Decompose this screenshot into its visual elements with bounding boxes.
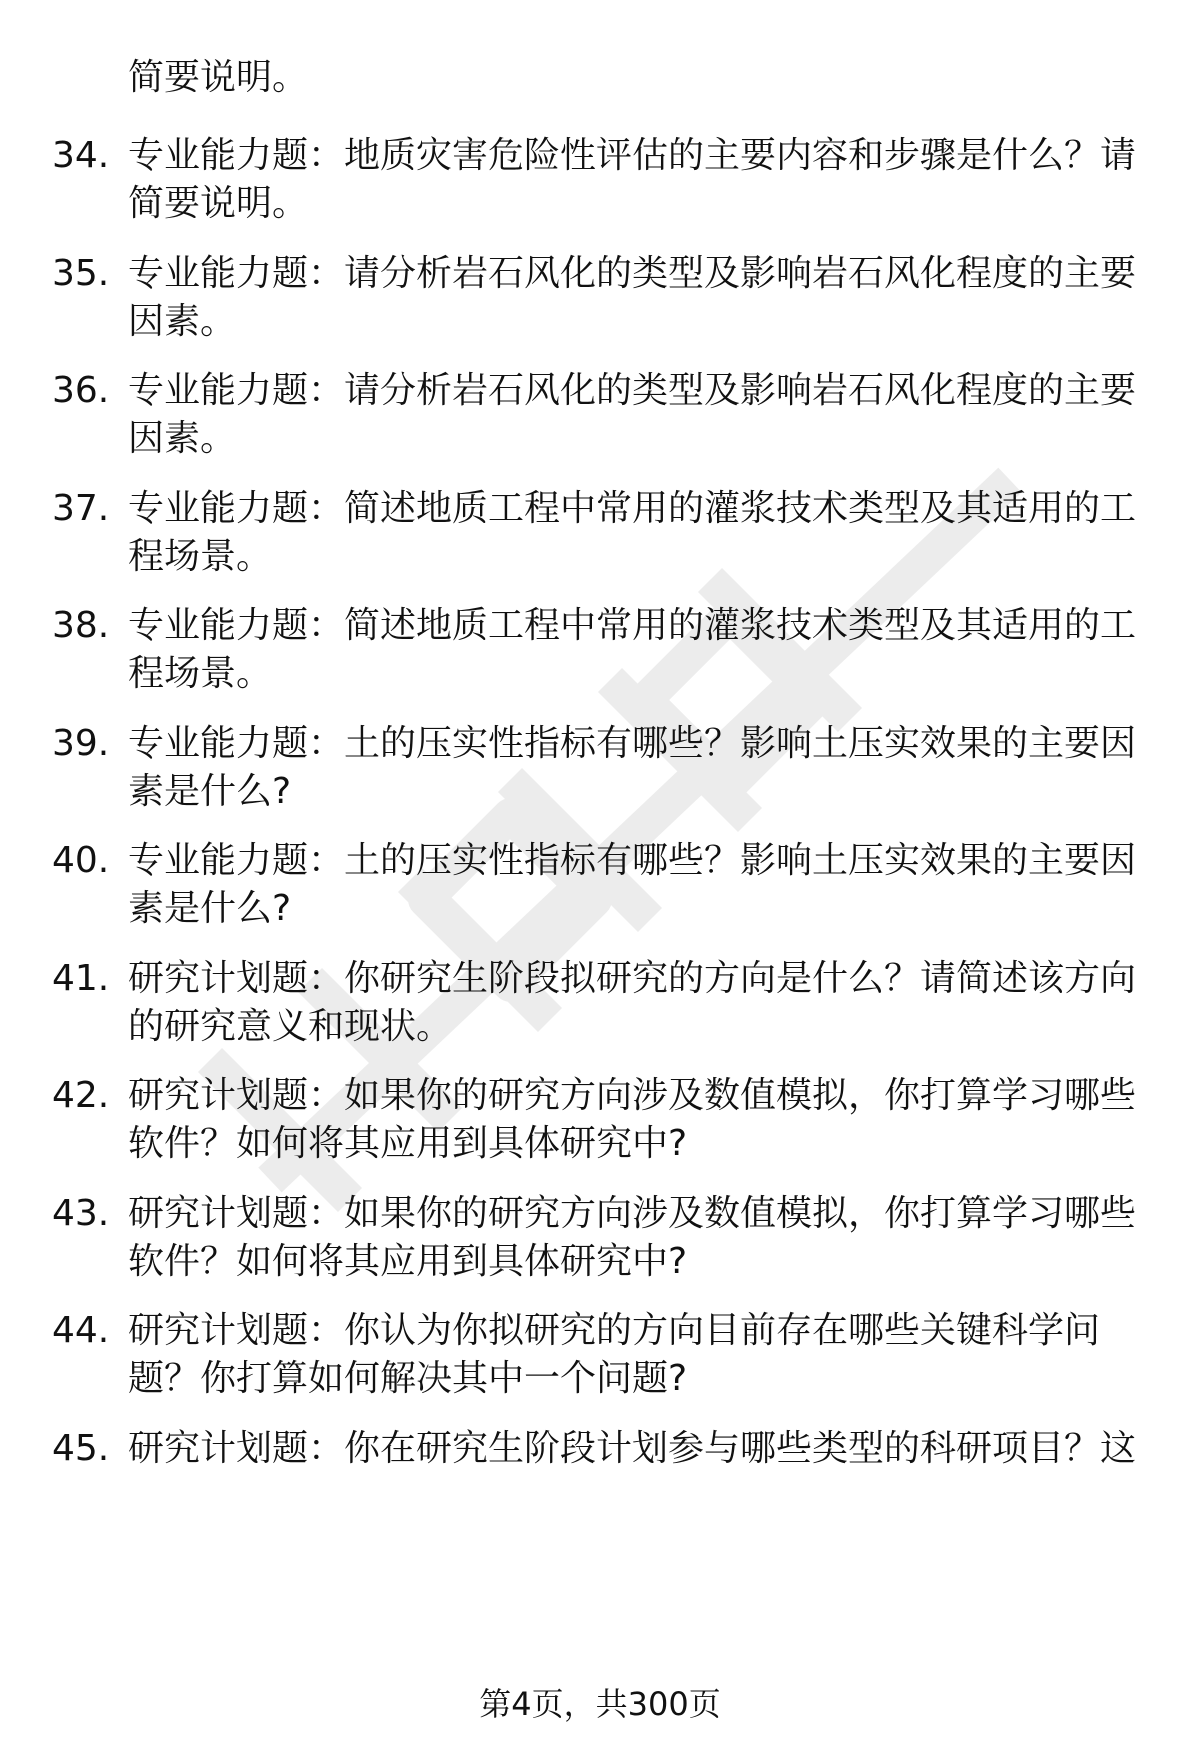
question-number: 38. [52,605,110,646]
question-text-line2: 素是什么? [128,771,292,812]
question-number: 37. [52,488,110,529]
question-text-line1: 研究计划题：你研究生阶段拟研究的方向是什么？请简述该方向 [128,958,1137,999]
question-text-line2: 题？你打算如何解决其中一个问题? [128,1358,688,1399]
question-text-line1: 专业能力题：土的压实性指标有哪些？影响土压实效果的主要因 [128,723,1137,764]
question-number: 45. [52,1428,110,1469]
question-text-line1: 专业能力题：请分析岩石风化的类型及影响岩石风化程度的主要 [128,370,1137,411]
question-text-line2: 因素。 [128,301,237,342]
question-number: 43. [52,1193,110,1234]
question-text-line1: 专业能力题：简述地质工程中常用的灌浆技术类型及其适用的工 [128,605,1137,646]
question-text-line2: 因素。 [128,418,237,459]
question-text-line1: 研究计划题：如果你的研究方向涉及数值模拟，你打算学习哪些 [128,1193,1137,1234]
question-text-line2: 程场景。 [128,536,273,577]
question-number: 41. [52,958,110,999]
question-text-line1: 专业能力题：地质灾害危险性评估的主要内容和步骤是什么？请 [128,135,1137,176]
question-text-line2: 软件？如何将其应用到具体研究中? [128,1123,688,1164]
question-number: 44. [52,1310,110,1351]
question-text-line2: 素是什么? [128,888,292,929]
page-footer: 第4页，共300页 [479,1685,721,1723]
question-text-line2: 程场景。 [128,653,273,694]
question-text-line2: 简要说明。 [128,183,309,224]
question-text-line2: 软件？如何将其应用到具体研究中? [128,1241,688,1282]
question-number: 35. [52,253,110,294]
question-number: 39. [52,723,110,764]
question-text-line2: 的研究意义和现状。 [128,1006,453,1047]
question-number: 34. [52,135,110,176]
question-text-line1: 研究计划题：你认为你拟研究的方向目前存在哪些关键科学问 [128,1310,1101,1351]
question-text-line1: 研究计划题：如果你的研究方向涉及数值模拟，你打算学习哪些 [128,1075,1137,1116]
continuation-text: 简要说明。 [128,57,309,98]
question-text-line1: 研究计划题：你在研究生阶段计划参与哪些类型的科研项目？这 [128,1428,1137,1469]
question-text-line1: 专业能力题：土的压实性指标有哪些？影响土压实效果的主要因 [128,840,1137,881]
question-text-line1: 专业能力题：简述地质工程中常用的灌浆技术类型及其适用的工 [128,488,1137,529]
question-number: 42. [52,1075,110,1116]
question-number: 36. [52,370,110,411]
question-text-line1: 专业能力题：请分析岩石风化的类型及影响岩石风化程度的主要 [128,253,1137,294]
question-number: 40. [52,840,110,881]
